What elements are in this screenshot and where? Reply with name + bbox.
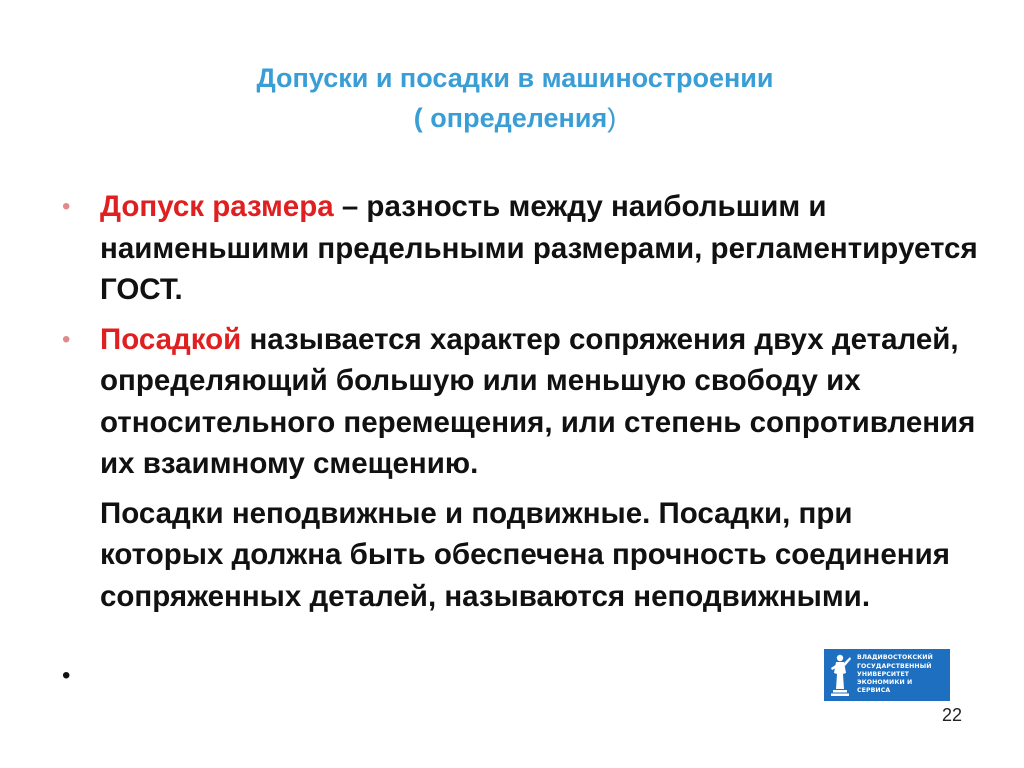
title-line-2 (130, 98, 900, 138)
statue-logo-icon (827, 653, 853, 697)
logo-line: ЭКОНОМИКИ И (857, 679, 913, 687)
title-line-1: Допуски и посадки в машиностроении (256, 63, 774, 93)
logo-line: СЕРВИСА (857, 687, 891, 695)
empty-bullet: • (62, 662, 71, 689)
bullet-icon: • (62, 193, 71, 220)
bullet-item-fit (62, 319, 982, 485)
bullet-icon: • (62, 325, 71, 353)
university-logo (824, 649, 950, 701)
logo-line: УНИВЕРСИТЕТ (857, 670, 910, 678)
term-fit: Посадкой (100, 322, 242, 356)
definition-tolerance: – разность между наибольшим и наименьшими предельными размерами, регламентируется ГОСТ. (100, 190, 978, 306)
title-line-2-text: ( определения (413, 103, 608, 133)
logo-line: ВЛАДИВОСТОКСКИЙ (857, 654, 933, 662)
logo-line: ГОСУДАРСТВЕННЫЙ (857, 662, 932, 670)
logo-text (857, 654, 933, 695)
definition-fit: называется характер сопряжения двух деталей, определяющий большую или меньшую свободу их относительного перемещения, или степень сопротивления их взаимному смещению. (100, 322, 976, 480)
title-line-2-close: ) (607, 103, 617, 133)
paragraph-fits: Посадки неподвижные и подвижные. Посадки, при которых должна быть обеспечена прочность соединения сопряженных деталей, называются неподвижными. (100, 496, 950, 613)
slide-body (62, 186, 982, 617)
term-tolerance: Допуск размера (100, 190, 334, 223)
page-number: 22 (941, 705, 962, 725)
bullet-item-tolerance (62, 186, 982, 311)
slide-title (130, 58, 900, 138)
